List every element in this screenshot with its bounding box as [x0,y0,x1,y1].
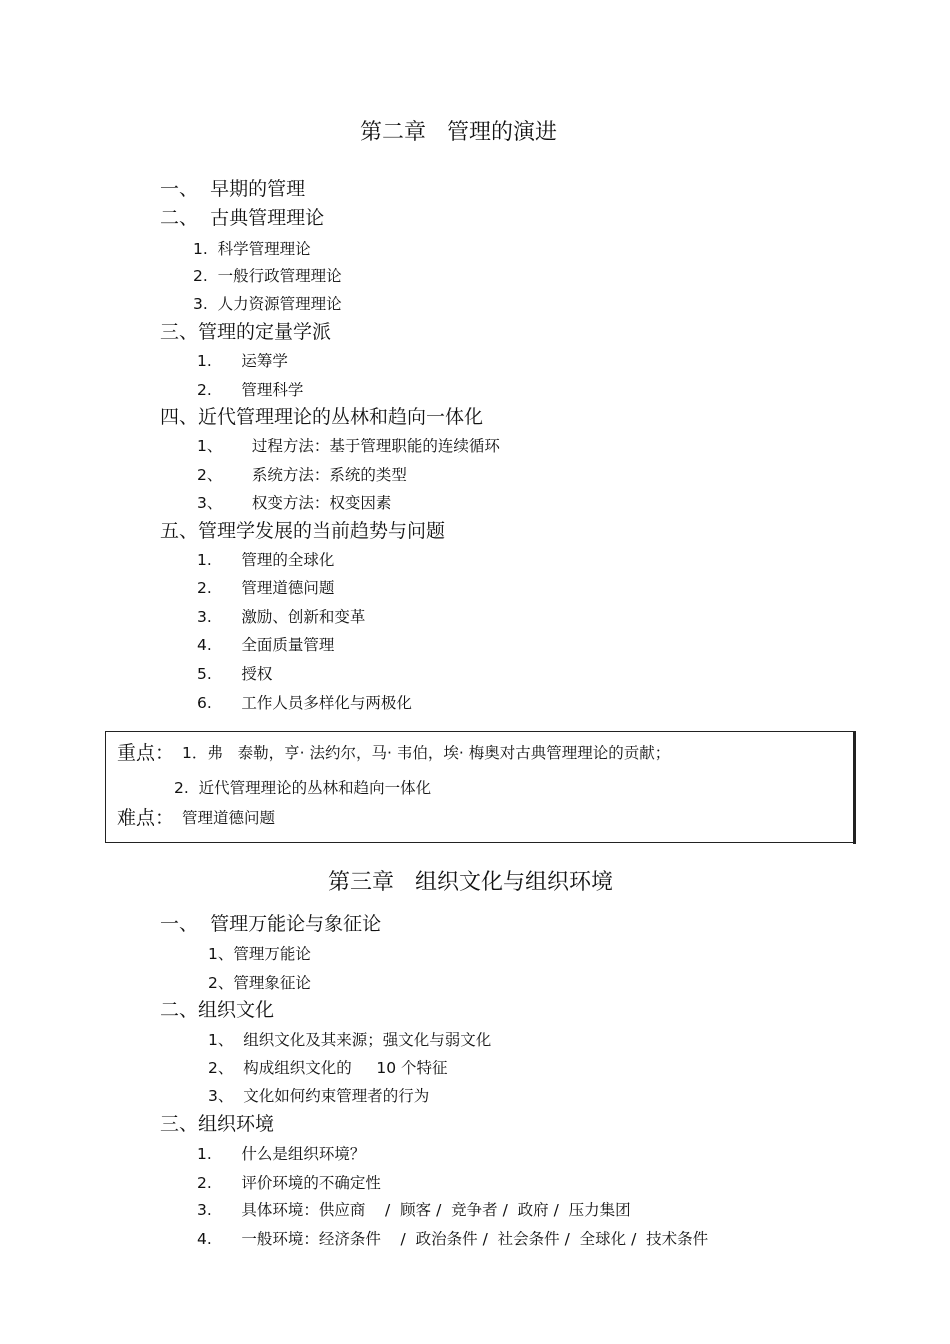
ch3-s3-item-3: 3. 具体环境：供应商 / 顾客 / 竞争者 / 政府 / 压力集团 [197,1201,631,1219]
ch2-s3-item-2: 2. 管理科学 [197,381,304,399]
ch2-s5-item-3: 3. 激励、创新和变革 [197,608,366,626]
ch2-s2-item-2: 2. 一般行政管理理论 [193,267,342,285]
difficulty-text: 管理道德问题 [182,809,276,827]
ch2-section-4: 四、近代管理理论的丛林和趋向一体化 [160,406,484,428]
ch2-s5-item-1: 1. 管理的全球化 [197,551,335,569]
keypoints-box [105,731,855,843]
ch2-s3-item-1: 1. 运筹学 [197,352,288,370]
ch2-section-5: 五、管理学发展的当前趋势与问题 [160,520,446,542]
ch2-s5-item-5: 5. 授权 [197,665,273,683]
ch3-s3-item-4: 4. 一般环境：经济条件 / 政治条件 / 社会条件 / 全球化 / 技术条件 [197,1230,709,1248]
ch3-section-3: 三、组织环境 [160,1113,275,1135]
ch2-section-2: 二、 古典管理理论 [160,207,325,229]
ch2-s4-item-2: 2、 系统方法：系统的类型 [197,466,407,484]
ch3-s3-item-1: 1. 什么是组织环境？ [197,1145,366,1163]
ch2-s5-item-2: 2. 管理道德问题 [197,579,335,597]
ch3-s2-item-3: 3、 文化如何约束管理者的行为 [208,1087,430,1105]
ch2-s5-item-4: 4. 全面质量管理 [197,636,335,654]
ch2-s2-item-3: 3. 人力资源管理理论 [193,295,342,313]
ch2-s4-item-3: 3、 权变方法：权变因素 [197,494,392,512]
ch3-s1-item-1: 1、管理万能论 [208,945,311,963]
ch3-s3-item-2: 2. 评价环境的不确定性 [197,1174,381,1192]
ch2-s2-item-1: 1. 科学管理理论 [193,240,311,258]
keypoints-label: 重点： [117,742,175,764]
ch3-section-2: 二、组织文化 [160,999,275,1021]
ch2-section-3: 三、管理的定量学派 [160,321,332,343]
chapter3-title: 第三章 组织文化与组织环境 [328,870,613,895]
keypoints-line-1: 1．弗 泰勒，亨· 法约尔，马· 韦伯，埃· 梅奥对古典管理理论的贡献； [182,744,671,762]
chapter2-title: 第二章 管理的演进 [360,120,557,145]
ch3-s1-item-2: 2、管理象征论 [208,974,311,992]
ch2-s5-item-6: 6. 工作人员多样化与两极化 [197,694,412,712]
ch2-s4-item-1: 1、 过程方法：基于管理职能的连续循环 [197,437,500,455]
difficulty-label: 难点： [117,807,175,829]
ch2-section-1: 一、 早期的管理 [160,178,306,200]
keypoints-box-edge [853,731,856,844]
keypoints-line-2: 2. 近代管理理论的丛林和趋向一体化 [174,779,432,797]
ch3-s2-item-2: 2、 构成组织文化的 10 个特征 [208,1059,448,1077]
ch3-section-1: 一、 管理万能论与象征论 [160,913,382,935]
ch3-s2-item-1: 1、 组织文化及其来源；强文化与弱文化 [208,1031,492,1049]
